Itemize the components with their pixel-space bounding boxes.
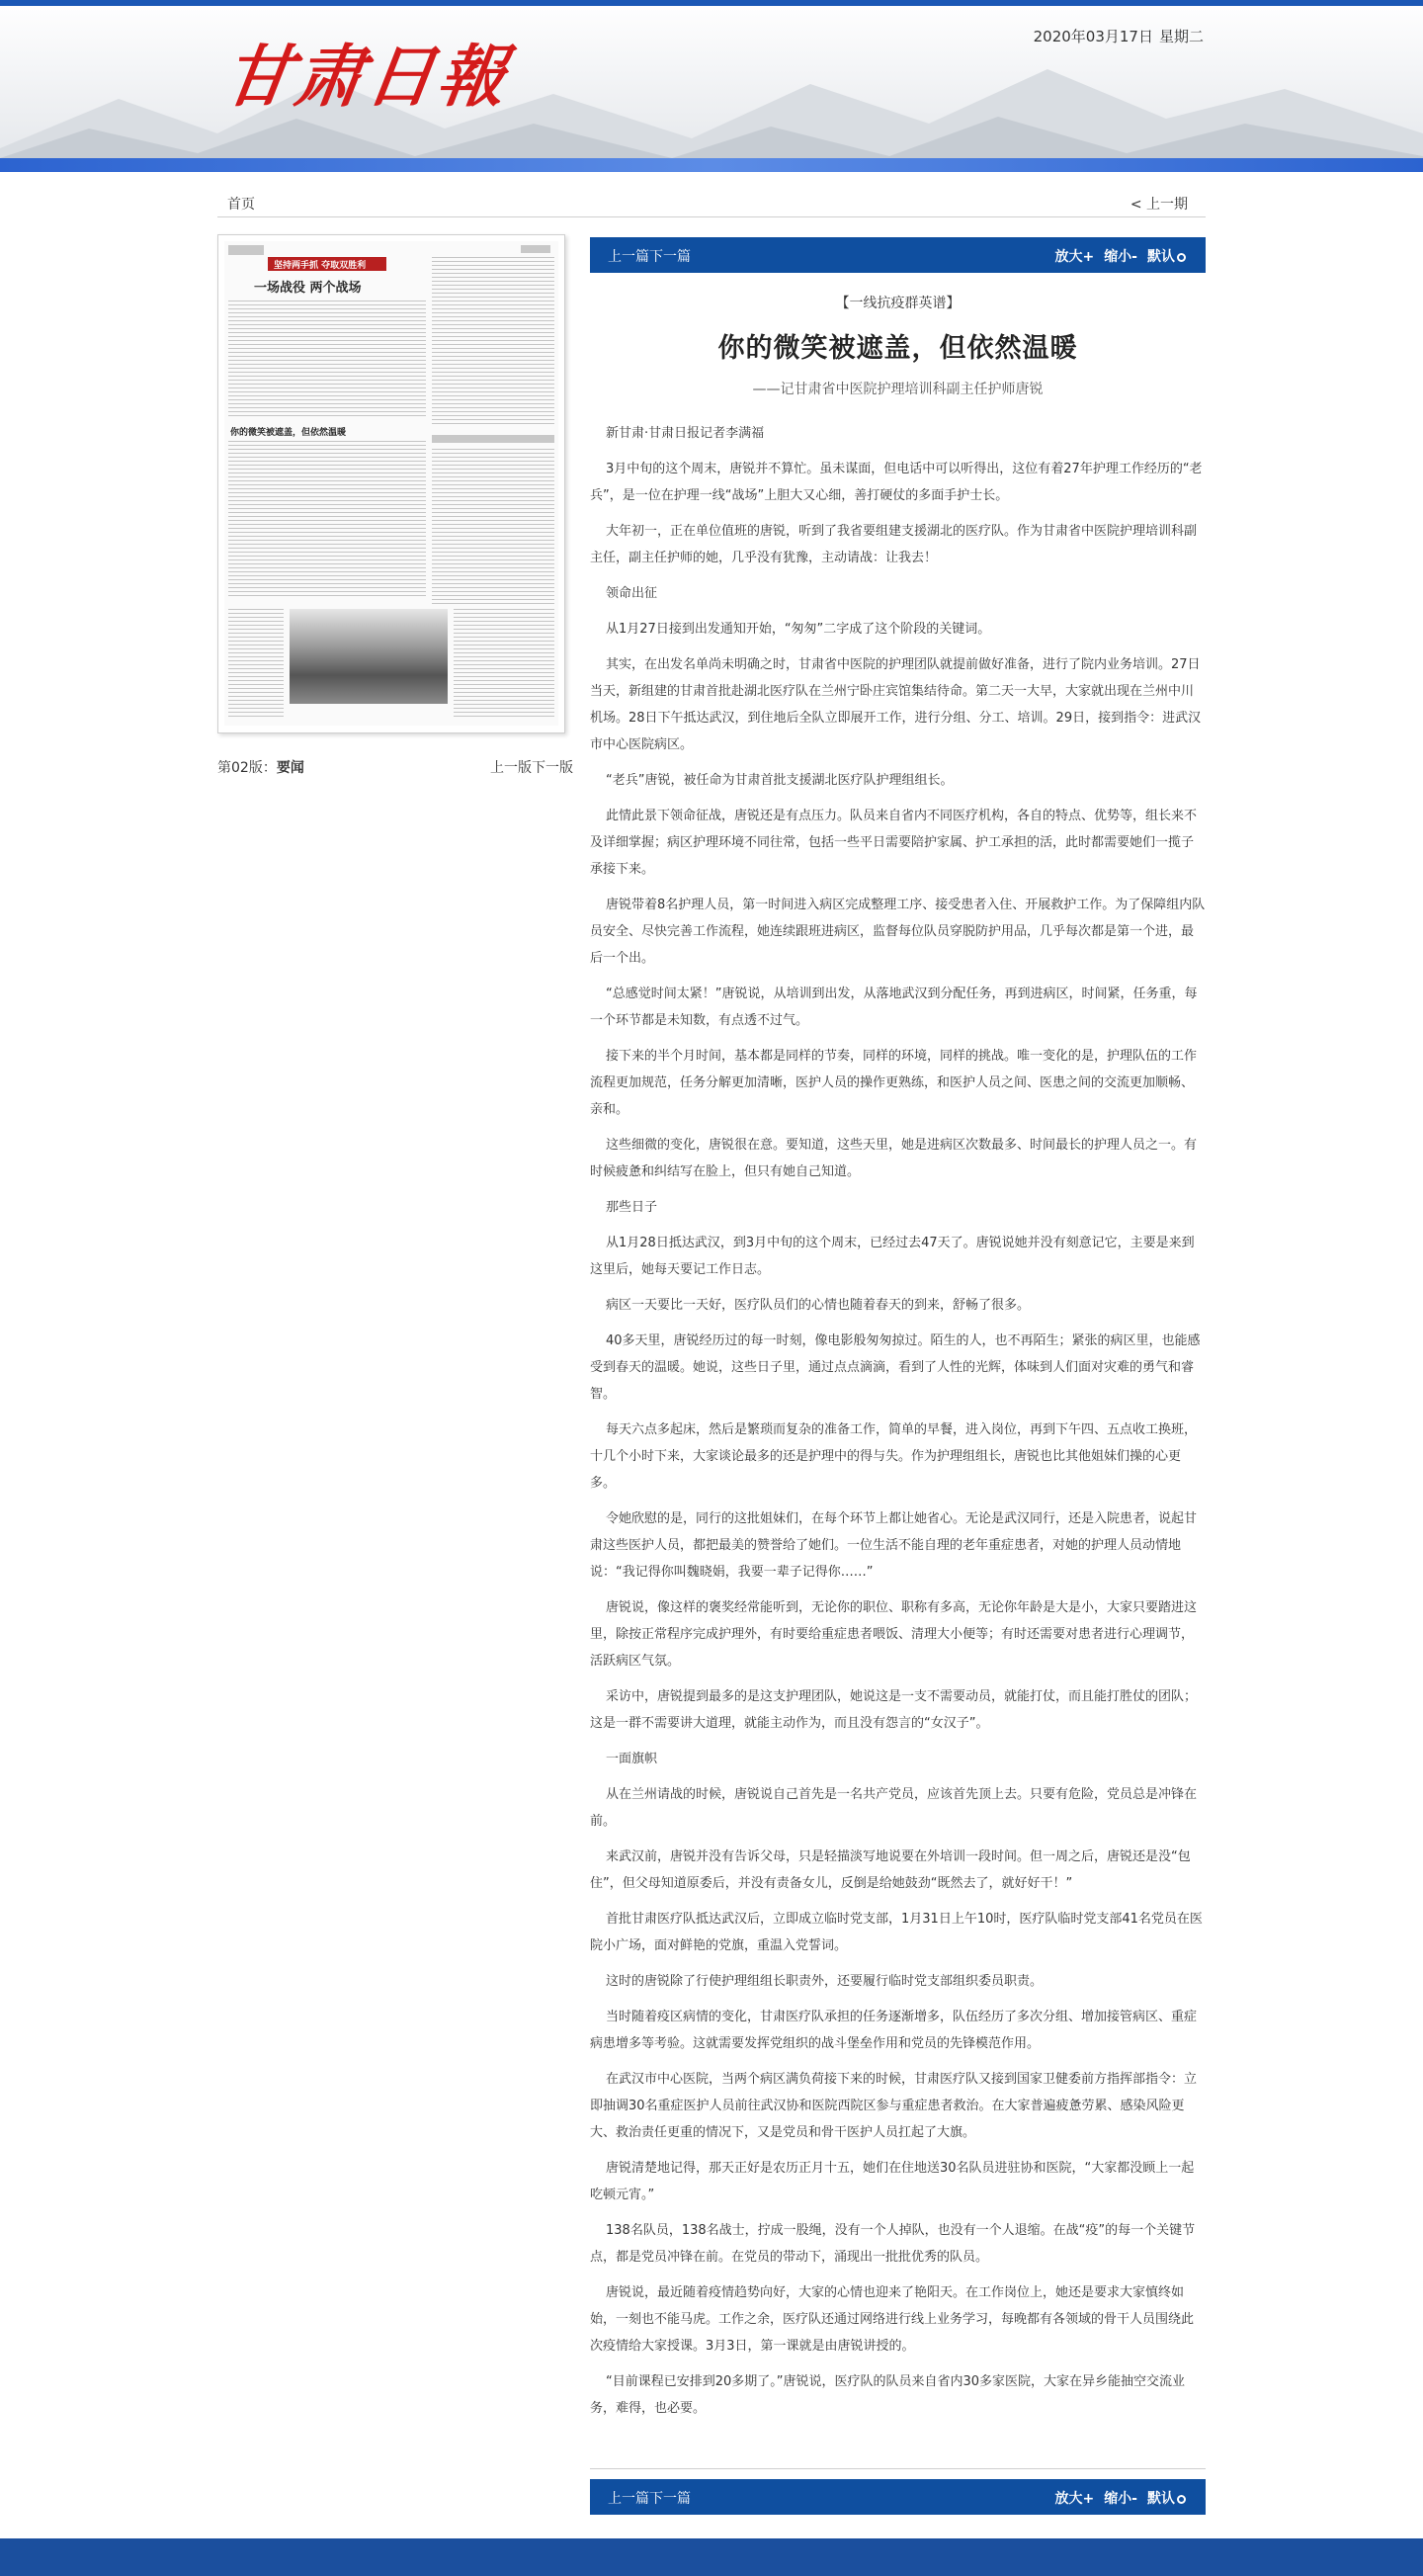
article-paragraph: 唐锐带着8名护理人员，第一时间进入病区完成整理工序、接受患者入住、开展救护工作。为了保障组内队员安全、尽快完善工作流程，她连续跟班进病区，监督每位队员穿脱防护用品，几乎每次都是第一个进，最后一个出。 <box>590 898 1206 966</box>
article-paragraph: 新甘肃·甘肃日报记者李满福 <box>606 426 765 441</box>
article-paragraph: 这些细微的变化，唐锐很在意。要知道，这些天里，她是进病区次数最多、时间最长的护理人员之一。有时候疲惫和纠结写在脸上，但只有她自己知道。 <box>590 1138 1198 1179</box>
mountain-backdrop <box>0 40 1423 168</box>
page-thumbnail[interactable] <box>217 234 565 733</box>
article-paragraph: 那些日子 <box>606 1200 658 1215</box>
article-title: 你的微笑被遮盖，但依然温暖 <box>717 333 1078 364</box>
default-size-label-bottom: 默认 <box>1147 2491 1175 2507</box>
circle-icon <box>1177 2495 1186 2504</box>
article-paragraph: 采访中，唐锐提到最多的是这支护理团队，她说这是一支不需要动员，就能打仗，而且能打胜仗的团队；这是一群不需要讲大道理，就能主动作为，而且没有怨言的“女汉子”。 <box>590 1689 1198 1731</box>
zoom-in-button[interactable]: 放大+ <box>1054 249 1095 265</box>
edition-name-link[interactable]: 要闻 <box>276 760 304 776</box>
article-paragraph: 当时随着疫区病情的变化，甘肃医疗队承担的任务逐渐增多，队伍经历了多次分组、增加接管病区、重症病患增多等考验。这就需要发挥党组织的战斗堡垒作用和党员的先锋模范作用。 <box>590 2010 1198 2051</box>
article-paragraph: 唐锐清楚地记得，那天正好是农历正月十五，她们在住地送30名队员进驻协和医院，“大家都没顾上一起吃顿元宵。” <box>590 2161 1195 2202</box>
header-blue-stripe <box>0 158 1423 172</box>
issue-date <box>1034 26 1204 46</box>
article-paragraph: 从1月27日接到出发通知开始，“匆匆”二字成了这个阶段的关键词。 <box>606 622 991 637</box>
article-paragraph: 从在兰州请战的时候，唐锐说自己首先是一名共产党员，应该首先顶上去。只要有危险，党员总是冲锋在前。 <box>590 1787 1198 1829</box>
article-paragraph: “总感觉时间太紧！”唐锐说，从培训到出发，从落地武汉到分配任务，再到进病区，时间紧，任务重，每一个环节都是未知数，有点透不过气。 <box>590 987 1198 1028</box>
article-paragraph: 其实，在出发名单尚未明确之时，甘肃省中医院的护理团队就提前做好准备，进行了院内业务培训。27日当天，新组建的甘肃首批赴湖北医疗队在兰州宁卧庄宾馆集结待命。第二天一大早，大家就出现在兰州中川机场。28日下午抵达武汉，到住地后全队立即展开工作，进行分组、分工、培训。29日，接到指令：进武汉市中心医院病区。 <box>590 657 1202 752</box>
prev-issue-link[interactable]: < 上一期 <box>1130 197 1188 213</box>
article-paragraph: 从1月28日抵达武汉，到3月中旬的这个周末，已经过去47天了。唐锐说她并没有刻意记它，主要是来到这里后，她每天要记工作日志。 <box>590 1236 1195 1277</box>
article-paragraph: 病区一天要比一天好，医疗队员们的心情也随着春天的到来，舒畅了很多。 <box>606 1298 1031 1313</box>
default-size-button-bottom[interactable] <box>1147 2491 1186 2507</box>
prev-article-link-bottom[interactable]: 上一篇 <box>608 2491 649 2507</box>
issue-date-text: 2020年03月17日 <box>1033 28 1153 45</box>
article-paragraph: “老兵”唐锐，被任命为甘肃首批支援湖北医疗队护理组组长。 <box>606 773 954 788</box>
article-paragraph: 接下来的半个月时间，基本都是同样的节奏，同样的环境，同样的挑战。唯一变化的是，护理队伍的工作流程更加规范，任务分解更加清晰，医护人员的操作更熟练，和医护人员之间、医患之间的交流更加顺畅、亲和。 <box>590 1049 1198 1117</box>
article-paragraph: 大年初一，正在单位值班的唐锐，听到了我省要组建支援湖北的医疗队。作为甘肃省中医院护理培训科副主任，副主任护师的她，几乎没有犹豫，主动请战：让我去！ <box>590 524 1198 565</box>
article-paragraph: 这时的唐锐除了行使护理组组长职责外，还要履行临时党支部组织委员职责。 <box>606 1974 1044 1989</box>
zoom-in-button-bottom[interactable]: 放大+ <box>1054 2491 1095 2507</box>
article-paragraph: 领命出征 <box>606 586 658 601</box>
thumbnail-photo <box>290 609 448 704</box>
next-article-link[interactable]: 下一篇 <box>649 249 691 265</box>
header-top-line <box>0 0 1423 6</box>
newspaper-logo[interactable]: 甘肃日報 <box>218 38 515 117</box>
thumbnail-headline-1: 坚持两手抓 夺取双胜利 <box>274 261 367 271</box>
article <box>590 293 1206 2431</box>
issue-weekday: 星期二 <box>1158 28 1204 45</box>
article-kicker: 【一线抗疫群英谱】 <box>835 296 961 311</box>
page-pagination <box>490 757 573 777</box>
article-paragraph: 40多天里，唐锐经历过的每一时刻，像电影般匆匆掠过。陌生的人，也不再陌生；紧张的病区里，也能感受到春天的温暖。她说，这些日子里，通过点点滴滴，看到了人性的光辉，体味到人们面对灾难的勇气和睿智。 <box>590 1333 1201 1402</box>
article-paragraph: 138名队员，138名战士，拧成一股绳，没有一个人掉队，也没有一个人退缩。在战“疫”的每一个关键节点，都是党员冲锋在前。在党员的带动下，涌现出一批批优秀的队员。 <box>590 2223 1196 2265</box>
default-size-button[interactable] <box>1147 249 1186 265</box>
header-banner <box>0 0 1423 172</box>
article-paragraph: “目前课程已安排到20多期了。”唐锐说，医疗队的队员来自省内30多家医院，大家在异乡能抽空交流业务，难得，也必要。 <box>590 2374 1186 2416</box>
article-paragraph: 每天六点多起床，然后是繁琐而复杂的准备工作，简单的早餐，进入岗位，再到下午四、五点收工换班，十几个小时下来，大家谈论最多的还是护理中的得与失。作为护理组组长，唐锐也比其他姐妹们操的心更多。 <box>590 1422 1198 1491</box>
nav-row <box>217 190 1206 217</box>
home-link[interactable]: 首页 <box>227 197 255 213</box>
article-paragraph: 唐锐说，最近随着疫情趋势向好，大家的心情也迎来了艳阳天。在工作岗位上，她还是要求大家慎终如始，一刻也不能马虎。工作之余，医疗队还通过网络进行线上业务学习，每晚都有各领域的骨干人员围绕此次疫情给大家授课。3月3日，第一课就是由唐锐讲授的。 <box>590 2285 1195 2354</box>
article-paragraph: 来武汉前，唐锐并没有告诉父母，只是轻描淡写地说要在外培训一段时间。但一周之后，唐锐还是没“包住”，但父母知道原委后，并没有责备女儿，反倒是给她鼓劲“既然去了，就好好干！” <box>590 1849 1191 1891</box>
next-page-link[interactable]: 下一版 <box>532 760 573 776</box>
page-thumbnail-image <box>224 241 558 726</box>
article-paragraph: 一面旗帜 <box>606 1752 658 1766</box>
edition-label: 第02版： <box>217 760 277 776</box>
zoom-out-button[interactable]: 缩小- <box>1104 249 1137 265</box>
prev-page-link[interactable]: 上一版 <box>490 760 532 776</box>
article-toolbar-bottom <box>590 2479 1206 2515</box>
article-paragraph: 在武汉市中心医院，当两个病区满负荷接下来的时候，甘肃医疗队又接到国家卫健委前方指挥部指令：立即抽调30名重症医护人员前往武汉协和医院西院区参与重症患者救治。在大家普遍疲惫劳累、感染风险更大、救治责任更重的情况下，又是党员和骨干医护人员扛起了大旗。 <box>590 2072 1198 2140</box>
article-paragraph: 令她欣慰的是，同行的这批姐妹们，在每个环节上都让她省心。无论是武汉同行，还是入院患者，说起甘肃这些医护人员，都把最美的赞誉给了她们。一位生活不能自理的老年重症患者，对她的护理人员动情地说：“我记得你叫魏晓娟，我要一辈子记得你……” <box>590 1511 1198 1580</box>
prev-article-link[interactable]: 上一篇 <box>608 249 649 265</box>
thumbnail-headline-3: 你的微笑被遮盖，但依然温暖 <box>230 428 347 438</box>
article-body <box>590 420 1206 2422</box>
article-divider <box>590 2468 1206 2469</box>
circle-icon <box>1177 253 1186 262</box>
article-paragraph: 此情此景下领命征战，唐锐还是有点压力。队员来自省内不同医疗机构，各自的特点、优势等，组长来不及详细掌握；病区护理环境不同往常，包括一些平日需要陪护家属、护工承担的活，此时都需要她们一揽子承接下来。 <box>590 809 1198 877</box>
edition-info <box>217 757 573 777</box>
article-paragraph: 3月中旬的这个周末，唐锐并不算忙。虽未谋面，但电话中可以听得出，这位有着27年护理工作经历的“老兵”，是一位在护理一线“战场”上胆大又心细，善打硬仗的多面手护士长。 <box>590 462 1203 503</box>
article-toolbar-top <box>590 237 1206 273</box>
article-paragraph: 首批甘肃医疗队抵达武汉后，立即成立临时党支部，1月31日上午10时，医疗队临时党支部41名党员在医院小广场，面对鲜艳的党旗，重温入党誓词。 <box>590 1912 1203 1953</box>
thumbnail-headline-2: 一场战役 两个战场 <box>254 281 362 296</box>
article-paragraph: 唐锐说，像这样的褒奖经常能听到，无论你的职位、职称有多高，无论你年龄是大是小，大家只要踏进这里，除按正常程序完成护理外，有时要给重症患者喂饭、清理大小便等；有时还需要对患者进行心理调节，活跃病区气氛。 <box>590 1600 1198 1669</box>
footer-bar <box>0 2538 1423 2576</box>
zoom-out-button-bottom[interactable]: 缩小- <box>1104 2491 1137 2507</box>
next-article-link-bottom[interactable]: 下一篇 <box>649 2491 691 2507</box>
default-size-label: 默认 <box>1147 249 1175 265</box>
article-subtitle: ——记甘肃省中医院护理培训科副主任护师唐锐 <box>752 382 1044 397</box>
